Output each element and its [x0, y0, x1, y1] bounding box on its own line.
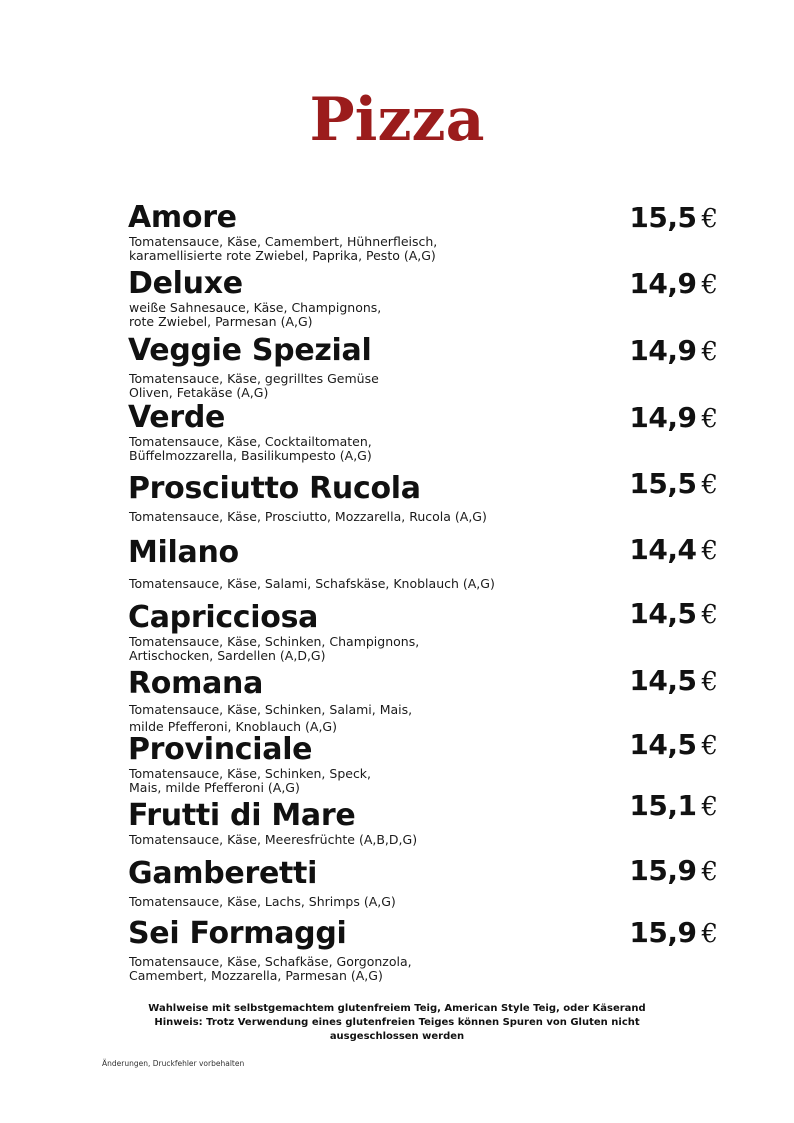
item-price — [629, 789, 718, 827]
euro-symbol: € — [701, 667, 718, 697]
item-name: Frutti di Mare — [128, 798, 356, 833]
item-name: Veggie Spezial — [128, 333, 372, 368]
euro-symbol: € — [701, 731, 718, 761]
price-value: 14,4 — [629, 533, 697, 566]
item-price — [629, 664, 718, 702]
item-name: Provinciale — [128, 732, 313, 767]
item-price — [629, 533, 718, 571]
price-value: 14,5 — [629, 728, 697, 761]
item-price — [629, 267, 718, 305]
item-price — [629, 916, 718, 954]
item-price — [629, 728, 718, 766]
item-description: Tomatensauce, Käse, Schinken, Speck, Mais, milde Pfefferoni (A,G) — [129, 766, 372, 795]
euro-symbol: € — [701, 204, 718, 234]
price-value: 15,9 — [629, 916, 697, 949]
euro-symbol: € — [701, 792, 718, 822]
menu-item-prosciutto-rucola — [128, 467, 718, 524]
item-price — [629, 467, 718, 505]
footer-note: Wahlweise mit selbstgemachtem glutenfreiem Teig, American Style Teig, oder Käserand Hinweis: Trotz Verwendung eines glutenfreien Teiges können Spuren von Gluten nicht ausgeschlossen werden — [148, 1003, 646, 1042]
disclaimer: Änderungen, Druckfehler vorbehalten — [102, 1059, 245, 1068]
item-name: Prosciutto Rucola — [128, 471, 421, 506]
euro-symbol: € — [701, 270, 718, 300]
item-name: Capricciosa — [128, 600, 319, 635]
euro-symbol: € — [701, 337, 718, 367]
item-price — [629, 597, 718, 635]
price-value: 14,9 — [629, 401, 697, 434]
menu-item-verde — [128, 401, 718, 463]
menu-item-capricciosa — [128, 597, 718, 663]
price-value: 15,9 — [629, 854, 697, 887]
euro-symbol: € — [701, 919, 718, 949]
item-price — [629, 854, 718, 892]
item-name: Verde — [128, 400, 226, 435]
menu-item-milano — [128, 533, 718, 591]
item-description: weiße Sahnesauce, Käse, Champignons, rote Zwiebel, Parmesan (A,G) — [129, 300, 382, 329]
menu-item-romana — [128, 664, 718, 735]
euro-symbol: € — [701, 536, 718, 566]
item-name: Gamberetti — [128, 856, 318, 891]
item-price — [629, 401, 718, 439]
item-name: Sei Formaggi — [128, 916, 347, 951]
item-description: Tomatensauce, Käse, Schafkäse, Gorgonzola, Camembert, Mozzarella, Parmesan (A,G) — [129, 954, 412, 983]
item-name: Amore — [128, 200, 237, 235]
item-description: Tomatensauce, Käse, Salami, Schafskäse, Knoblauch (A,G) — [129, 576, 495, 591]
item-description: Tomatensauce, Käse, Cocktailtomaten, Büffelmozzarella, Basilikumpesto (A,G) — [129, 434, 372, 463]
item-description: Tomatensauce, Käse, Camembert, Hühnerfleisch, karamellisierte rote Zwiebel, Paprika, Pesto (A,G) — [129, 234, 438, 263]
price-value: 14,9 — [629, 267, 697, 300]
item-price — [629, 201, 718, 239]
price-value: 14,9 — [629, 334, 697, 367]
menu-item-deluxe — [128, 267, 718, 329]
item-description: Tomatensauce, Käse, Prosciutto, Mozzarella, Rucola (A,G) — [129, 509, 487, 524]
euro-symbol: € — [701, 404, 718, 434]
price-value: 14,5 — [629, 597, 697, 630]
item-description: Tomatensauce, Käse, Schinken, Salami, Mais, milde Pfefferoni, Knoblauch (A,G) — [129, 702, 413, 734]
euro-symbol: € — [701, 470, 718, 500]
menu-item-provinciale — [128, 728, 718, 795]
price-value: 15,1 — [629, 789, 697, 822]
price-value: 15,5 — [629, 201, 697, 234]
item-description: Tomatensauce, Käse, Schinken, Champignons, Artischocken, Sardellen (A,D,G) — [129, 634, 420, 663]
euro-symbol: € — [701, 857, 718, 887]
price-value: 15,5 — [629, 467, 697, 500]
item-description: Tomatensauce, Käse, Meeresfrüchte (A,B,D,G) — [129, 832, 418, 847]
menu-item-veggie-spezial — [128, 334, 718, 400]
page-title: Pizza — [309, 85, 485, 155]
menu-item-sei-formaggi — [128, 917, 718, 983]
item-price — [629, 334, 718, 372]
item-description: Tomatensauce, Käse, gegrilltes Gemüse Oliven, Fetakäse (A,G) — [129, 371, 379, 400]
item-name: Deluxe — [128, 266, 243, 301]
price-value: 14,5 — [629, 664, 697, 697]
menu-item-gamberetti — [128, 854, 718, 909]
menu-item-frutti-di-mare — [128, 789, 718, 847]
euro-symbol: € — [701, 600, 718, 630]
item-name: Milano — [128, 535, 239, 570]
item-name: Romana — [128, 666, 264, 701]
item-description: Tomatensauce, Käse, Lachs, Shrimps (A,G) — [129, 894, 396, 909]
menu-item-amore — [128, 201, 718, 263]
